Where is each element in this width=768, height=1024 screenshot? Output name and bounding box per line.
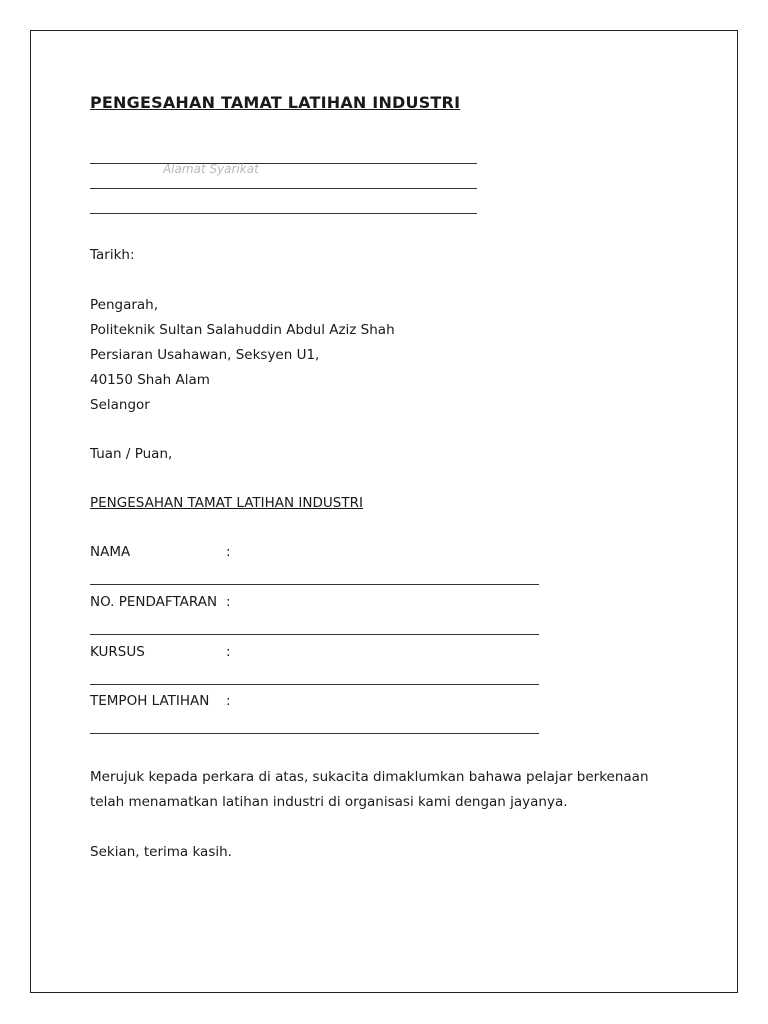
body-paragraph-line: Merujuk kepada perkara di atas, sukacita dimaklumkan bahawa pelajar berkenaan xyxy=(90,769,649,785)
field-label-tempoh-latihan: TEMPOH LATIHAN xyxy=(90,693,210,709)
field-colon: : xyxy=(226,693,231,709)
field-label-no-pendaftaran: NO. PENDAFTARAN xyxy=(90,594,218,610)
field-colon: : xyxy=(226,644,231,660)
date-label: Tarikh: xyxy=(90,247,135,263)
field-line-nama xyxy=(90,584,539,585)
field-colon: : xyxy=(226,544,231,560)
address-line-1 xyxy=(90,163,477,164)
field-colon: : xyxy=(226,594,231,610)
field-line-no-pendaftaran xyxy=(90,634,539,635)
body-paragraph-line: telah menamatkan latihan industri di organisasi kami dengan jayanya. xyxy=(90,794,568,810)
recipient-line: Selangor xyxy=(90,397,150,413)
field-label-kursus: KURSUS xyxy=(90,644,145,660)
subject-heading: PENGESAHAN TAMAT LATIHAN INDUSTRI xyxy=(90,495,363,511)
address-line-3 xyxy=(90,213,477,214)
field-line-kursus xyxy=(90,684,539,685)
salutation: Tuan / Puan, xyxy=(90,446,173,462)
field-line-tempoh-latihan xyxy=(90,733,539,734)
address-placeholder: Alamat Syarikat xyxy=(163,162,259,176)
document-title: PENGESAHAN TAMAT LATIHAN INDUSTRI xyxy=(90,93,461,112)
field-label-nama: NAMA xyxy=(90,544,131,560)
recipient-line: 40150 Shah Alam xyxy=(90,372,210,388)
recipient-line: Persiaran Usahawan, Seksyen U1, xyxy=(90,347,320,363)
closing: Sekian, terima kasih. xyxy=(90,844,232,860)
recipient-line: Pengarah, xyxy=(90,297,159,313)
address-line-2 xyxy=(90,188,477,189)
recipient-line: Politeknik Sultan Salahuddin Abdul Aziz Shah xyxy=(90,322,395,338)
